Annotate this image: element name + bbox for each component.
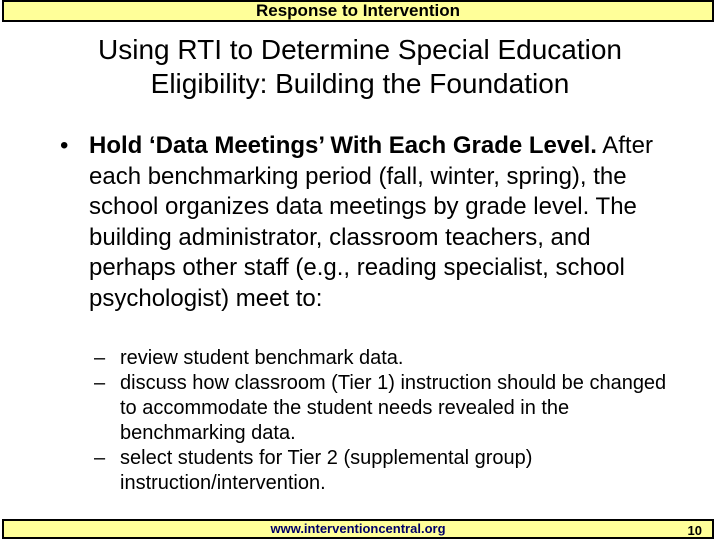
slide-title-line-2: Eligibility: Building the Foundation [150,68,570,99]
header-bar [2,0,714,22]
slide-title [20,33,700,101]
sub-bullet-text: select students for Tier 2 (supplemental group) instruction/intervention. [120,447,533,494]
sub-bullet-text: discuss how classroom (Tier 1) instruction should be changed to accommodate the student needs revealed in the benchmarking data. [120,372,667,444]
footer-bar [2,519,714,539]
header-title: Response to Intervention [255,1,461,20]
main-bullet [60,131,670,314]
sub-bullet-item [94,346,684,371]
sub-bullet-text: review student benchmark data. [120,347,404,369]
slide-title-line-1: Using RTI to Determine Special Education [98,34,622,65]
footer-url-link[interactable]: www.interventioncentral.org [270,521,446,536]
bullet-marker: • [60,132,69,159]
sub-bullet-marker: – [94,372,106,394]
sub-bullet-item [94,371,684,446]
sub-bullet-marker: – [94,447,106,469]
bullet-bold-text: Hold ‘Data Meetings’ With Each Grade Level. [89,132,597,159]
sub-bullet-item [94,446,684,496]
bullet-body-text: After each benchmarking period (fall, winter, spring), the school organizes data meetings by grade level. The building administrator, classroom teachers, and perhaps other staff (e.g., reading specialist, school psychologist) meet to: [89,132,653,312]
sub-bullet-marker: – [94,347,106,369]
sub-bullet-list [94,346,684,496]
bullet-text [89,131,670,314]
page-number: 10 [687,523,702,538]
